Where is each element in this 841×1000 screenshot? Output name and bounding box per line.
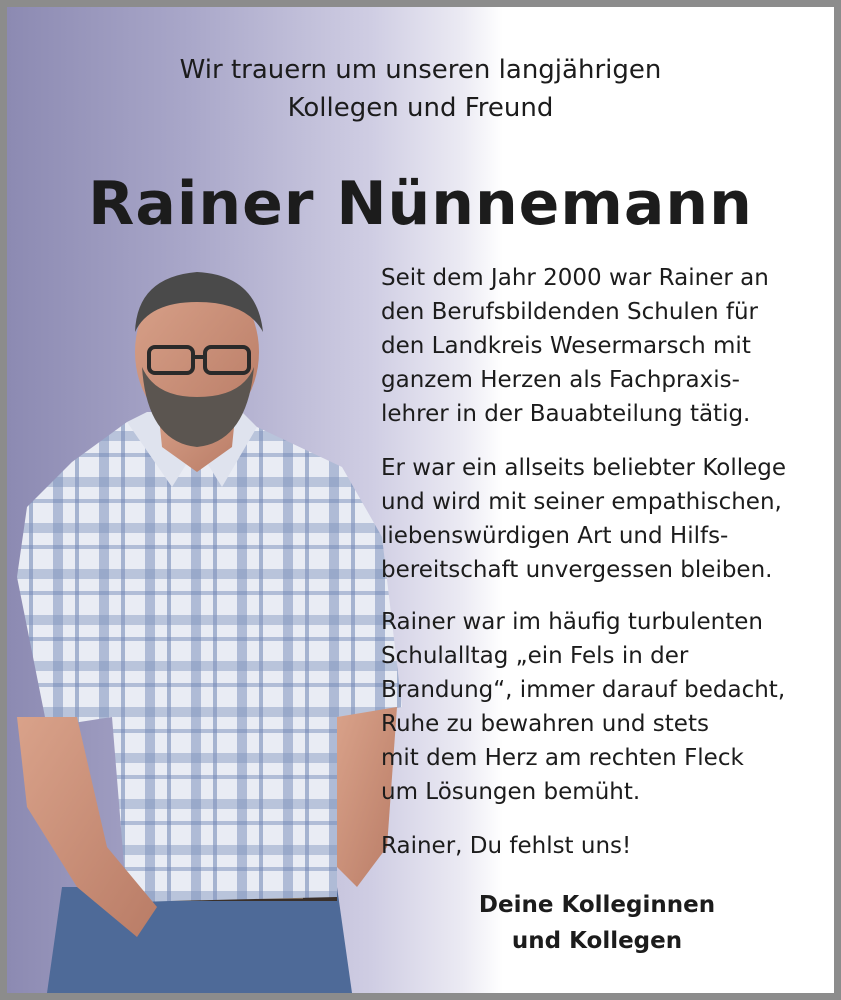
- text-line: ganzem Herzen als Fachpraxis-: [381, 367, 740, 393]
- intro-line-1: Wir trauern um unseren langjährigen: [179, 55, 662, 85]
- text-line: Schulalltag „ein Fels in der: [381, 643, 689, 669]
- text-line: und wird mit seiner empathischen,: [381, 489, 782, 515]
- text-line: Rainer war im häufig turbulenten: [381, 609, 763, 635]
- portrait-photo: [7, 247, 437, 993]
- text-line: den Berufsbildenden Schulen für: [381, 299, 758, 325]
- paragraph-career: [381, 261, 821, 431]
- signature-line-1: Deine Kolleginnen: [478, 892, 716, 918]
- paragraph-character: [381, 451, 821, 587]
- text-line: lehrer in der Bauabteilung tätig.: [381, 401, 751, 427]
- text-line: Seit dem Jahr 2000 war Rainer an: [381, 265, 769, 291]
- text-line: um Lösungen bemüht.: [381, 779, 641, 805]
- text-line: mit dem Herz am rechten Fleck: [381, 745, 744, 771]
- text-line: Rainer, Du fehlst uns!: [381, 833, 632, 859]
- text-line: Brandung“, immer darauf bedacht,: [381, 677, 786, 703]
- text-line: bereitschaft unvergessen bleiben.: [381, 557, 773, 583]
- paragraph-farewell: [381, 829, 821, 863]
- signature-line-2: und Kollegen: [511, 928, 683, 954]
- intro-text: [7, 51, 834, 127]
- intro-line-2: Kollegen und Freund: [287, 93, 554, 123]
- text-line: Ruhe zu bewahren und stets: [381, 711, 709, 737]
- deceased-name: Rainer Nünnemann: [88, 169, 753, 239]
- signature: [427, 887, 767, 959]
- text-line: Er war ein allseits beliebter Kollege: [381, 455, 787, 481]
- text-line: den Landkreis Wesermarsch mit: [381, 333, 751, 359]
- text-line: liebenswürdigen Art und Hilfs-: [381, 523, 729, 549]
- paragraph-rock: [381, 605, 821, 809]
